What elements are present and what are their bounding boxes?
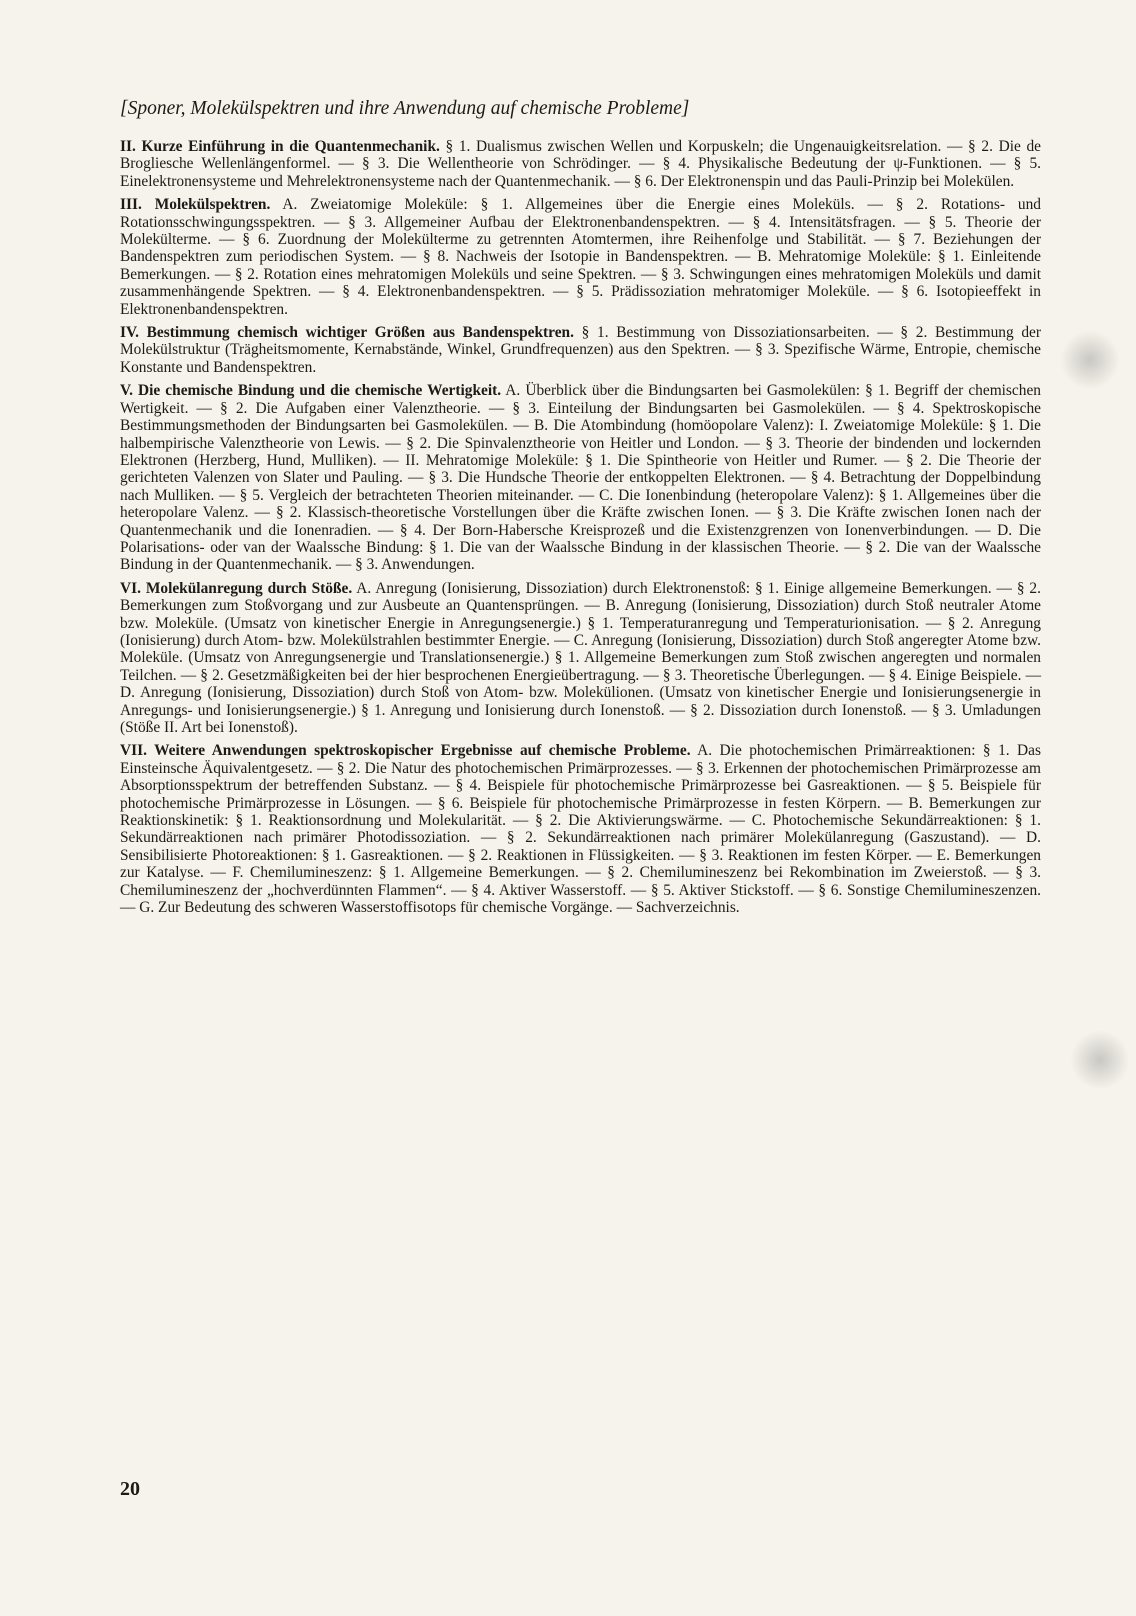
section-body: A. Die photochemischen Primärreaktionen: § 1. Das Einsteinsche Äquivalentgesetz. — § 2. Die Natur des photochemischen Primärprozesses. — § 3. Erkennen der photochemischen Primärprozesse am Absorptionsspektrum der betreffenden Substanz. — § 4. Beispiele für photochemische Primärprozesse bei Gasreaktionen. — § 5. Beispiele für photochemische Primärprozesse in Lösungen. — § 6. Beispiele für photochemische Primärprozesse in festen Körpern. — B. Bemerkungen zur Reaktionskinetik: § 1. Reaktionsordnung und Molekularität. — § 2. Die Aktivierungswärme. — C. Photochemische Sekundärreaktionen: § 1. Sekundärreaktionen nach primärer Photodissoziation. — § 2. Sekundärreaktionen nach primärer Molekülanregung (Gaszustand). — D. Sensibilisierte Photoreaktionen: § 1. Gasreaktionen. — § 2. Reaktionen in Flüssigkeiten. — § 3. Reaktionen im festen Körper. — E. Bemerkungen zur Katalyse. — F. Chemilumineszenz: § 1. Allgemeine Bemerkungen. — § 2. Chemilumineszenz bei Rekombination im Zweierstoß. — § 3. Chemilumineszenz der „hochverdünnten Flammen“. — § 4. Aktiver Wasserstoff. — § 5. Aktiver Stickstoff. — § 6. Sonstige Chemilumineszenzen. — G. Zur Bedeutung des schweren Wasserstoffisotops für chemische Vorgänge. — Sachverzeichnis.: [120, 742, 1041, 917]
section-title: VII. Weitere Anwendungen spektroskopischer Ergebnisse auf chemische Probleme.: [120, 742, 691, 760]
section-title: III. Molekülspektren.: [120, 196, 271, 214]
section-body: A. Zweiatomige Moleküle: § 1. Allgemeines über die Energie eines Moleküls. — § 2. Rotations- und Rotationsschwingungsspektren. — § 3. Allgemeiner Aufbau der Elektronenbandenspektren. — § 4. Intensitätsfragen. — § 5. Theorie der Molekülterme. — § 6. Zuordnung der Molekülterme zu getrennten Atomtermen, ihre Reihenfolge und Stabilität. — § 7. Beziehungen der Bandenspektren zum periodischen System. — § 8. Nachweis der Isotopie in Bandenspektren. — B. Mehratomige Moleküle: § 1. Einleitende Bemerkungen. — § 2. Rotation eines mehratomigen Moleküls und seine Spektren. — § 3. Schwingungen eines mehratomigen Moleküls und damit zusammenhängende Spektren. — § 4. Elektronenbandenspektren. — § 5. Prädissoziation mehratomiger Moleküle. — § 6. Isotopieeffekt in Elektronenbandenspektren.: [120, 196, 1041, 318]
section-body: § 1. Bestimmung von Dissoziationsarbeiten. — § 2. Bestimmung der Molekülstruktur (Trägheitsmomente, Kernabstände, Winkel, Grundfrequenzen) aus den Spektren. — § 3. Spezifische Wärme, Entropie, chemische Konstante und Bandenspektren.: [120, 324, 1041, 376]
section-title: IV. Bestimmung chemisch wichtiger Größen aus Bandenspektren.: [120, 324, 574, 342]
section-vii: [120, 742, 1041, 916]
scan-speck: [1060, 330, 1120, 390]
running-header: [Sponer, Molekülspektren und ihre Anwendung auf chemische Probleme]: [120, 98, 690, 119]
section-ii: [120, 138, 1041, 190]
section-body: A. Anregung (Ionisierung, Dissoziation) durch Elektronenstoß: § 1. Einige allgemeine Bemerkungen. — § 2. Bemerkungen zum Stoßvorgang und zur Ausbeute an Quantensprüngen. — B. Anregung (Ionisierung, Dissoziation) durch Stoß neutraler Atome bzw. Moleküle. (Umsatz von kinetischer Energie in Anregungsenergie.) § 1. Temperaturanregung und Temperaturionisation. — § 2. Anregung (Ionisierung) durch Atom- bzw. Molekülstrahlen bestimmter Energie. — C. Anregung (Ionisierung, Dissoziation) durch Stoß angeregter Atome bzw. Moleküle. (Umsatz von Anregungsenergie und Translationsenergie.) § 1. Allgemeine Bemerkungen zum Stoß zwischen angeregten und normalen Teilchen. — § 2. Gesetzmäßigkeiten bei der hier besprochenen Energieübertragung. — § 3. Theoretische Überlegungen. — § 4. Einige Beispiele. — D. Anregung (Ionisierung, Dissoziation) durch Stoß von Atom- bzw. Molekülionen. (Umsatz von kinetischer Energie und Ionisierungsenergie in Anregungs- und Ionisierungsenergie.) § 1. Anregung und Ionisierung durch Ionenstoß. — § 2. Dissoziation durch Ionenstoß. — § 3. Umladungen (Stöße II. Art bei Ionenstoß).: [120, 579, 1041, 736]
section-v: [120, 382, 1041, 573]
section-vi: [120, 580, 1041, 737]
section-iv: [120, 324, 1041, 376]
page-number: 20: [120, 1478, 140, 1500]
section-title: VI. Molekülanregung durch Stöße.: [120, 579, 353, 597]
section-title: V. Die chemische Bindung und die chemische Wertigkeit.: [120, 382, 502, 400]
section-iii: [120, 196, 1041, 318]
section-body: A. Überblick über die Bindungsarten bei Gasmolekülen: § 1. Begriff der chemischen Wertigkeit. — § 2. Die Aufgaben einer Valenztheorie. — § 3. Einteilung der Bindungsarten bei Gasmolekülen. — § 4. Spektroskopische Bestimmungsmethoden der Bindungsarten bei Gasmolekülen. — B. Die Atombindung (homöopolare Valenz): I. Zweiatomige Moleküle: § 1. Die halbempirische Valenztheorie von Lewis. — § 2. Die Spinvalenztheorie von Heitler und London. — § 3. Theorie der bindenden und lockernden Elektronen (Herzberg, Hund, Mulliken). — II. Mehratomige Moleküle: § 1. Die Spintheorie von Heitler und Rumer. — § 2. Die Theorie der gerichteten Valenzen von Slater und Pauling. — § 3. Die Hundsche Theorie der entkoppelten Elektronen. — § 4. Betrachtung der Doppelbindung nach Mulliken. — § 5. Vergleich der betrachteten Theorien miteinander. — C. Die Ionenbindung (heteropolare Valenz): § 1. Allgemeines über die heteropolare Valenz. — § 2. Klassisch-theoretische Vorstellungen über die Kräfte zwischen Ionen. — § 3. Die Kräfte zwischen Ionen nach der Quantenmechanik und die Ionenradien. — § 4. Der Born-Habersche Kreisprozeß und die Existenzgrenzen von Ionenverbindungen. — D. Die Polarisations- oder van der Waalssche Bindung: § 1. Die van der Waalssche Bindung in der klassischen Theorie. — § 2. Die van der Waalssche Bindung in der Quantenmechanik. — § 3. Anwendungen.: [120, 382, 1041, 574]
section-body: § 1. Dualismus zwischen Wellen und Korpuskeln; die Ungenauigkeitsrelation. — § 2. Die de Brogliesche Wellenlängenformel. — § 3. Die Wellentheorie von Schrödinger. — § 4. Physikalische Bedeutung der ψ-Funktionen. — § 5. Einelektronensysteme und Mehrelektronensysteme nach der Quantenmechanik. — § 6. Der Elektronenspin und das Pauli-Prinzip bei Molekülen.: [120, 138, 1041, 190]
section-title: II. Kurze Einführung in die Quantenmechanik.: [120, 138, 440, 155]
scan-speck: [1070, 1030, 1130, 1090]
